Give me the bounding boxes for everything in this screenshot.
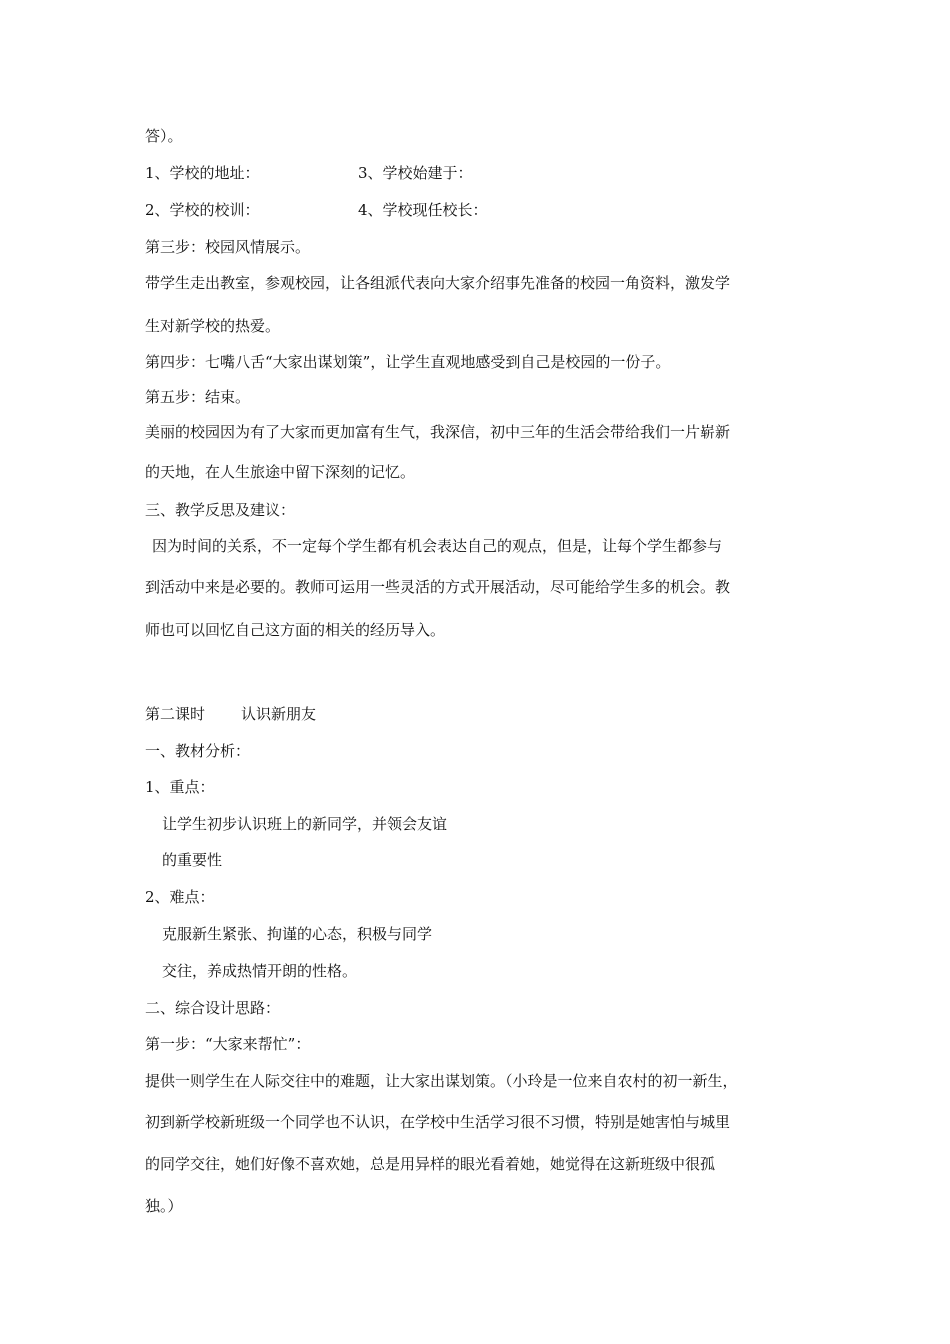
lesson-topic: 认识新朋友	[241, 705, 317, 723]
school-info-row-2	[145, 200, 745, 220]
text-line: 独。）	[145, 1197, 183, 1215]
school-motto-label: 2、学校的校训：	[145, 201, 260, 219]
section-three-heading: 三、教学反思及建议：	[145, 501, 296, 519]
text-line: 初到新学校新班级一个同学也不认识，在学校中生活学习很不习惯，特别是她害怕与城里	[145, 1113, 731, 1131]
text-line: 生对新学校的热爱。	[145, 317, 281, 335]
text-line: 师也可以回忆自己这方面的相关的经历导入。	[145, 621, 446, 639]
text-line: 答）。	[145, 127, 183, 145]
school-principal-label: 4、学校现任校长：	[358, 201, 488, 219]
text-line: 的天地，在人生旅途中留下深刻的记忆。	[145, 463, 416, 481]
lesson-title	[145, 704, 316, 724]
text-line: 美丽的校园因为有了大家而更加富有生气，我深信，初中三年的生活会带给我们一片崭新	[145, 423, 731, 441]
step-one-heading: 第一步：“大家来帮忙”：	[145, 1035, 311, 1053]
key-point-heading: 1、重点：	[145, 778, 215, 796]
section-two-heading: 二、综合设计思路：	[145, 999, 281, 1017]
text-line: 的重要性	[162, 851, 223, 869]
step-four-heading: 第四步：七嘴八舌“大家出谋划策”，让学生直观地感受到自己是校园的一份子。	[145, 353, 671, 371]
text-line: 带学生走出教室，参观校园，让各组派代表向大家介绍事先准备的校园一角资料，激发学	[145, 274, 731, 292]
school-founded-label: 3、学校始建于：	[358, 164, 473, 182]
step-three-heading: 第三步：校园风情展示。	[145, 238, 311, 256]
text-line: 到活动中来是必要的。教师可运用一些灵活的方式开展活动，尽可能给学生多的机会。教	[145, 578, 731, 596]
text-line: 的同学交往，她们好像不喜欢她，总是用异样的眼光看着她，她觉得在这新班级中很孤	[145, 1155, 716, 1173]
text-line: 交往，养成热情开朗的性格。	[162, 962, 358, 980]
text-line: 让学生初步认识班上的新同学，并领会友谊	[162, 815, 448, 833]
difficulty-heading: 2、难点：	[145, 888, 215, 906]
text-line: 因为时间的关系，不一定每个学生都有机会表达自己的观点，但是，让每个学生都参与	[152, 537, 723, 555]
step-five-heading: 第五步：结束。	[145, 388, 251, 406]
text-line: 提供一则学生在人际交往中的难题，让大家出谋划策。（小玲是一位来自农村的初一新生，	[145, 1072, 738, 1090]
lesson-number: 第二课时	[145, 705, 206, 723]
section-one-heading: 一、教材分析：	[145, 742, 251, 760]
school-address-label: 1、学校的地址：	[145, 164, 260, 182]
school-info-row-1	[145, 163, 745, 183]
text-line: 克服新生紧张、拘谨的心态，积极与同学	[162, 925, 433, 943]
